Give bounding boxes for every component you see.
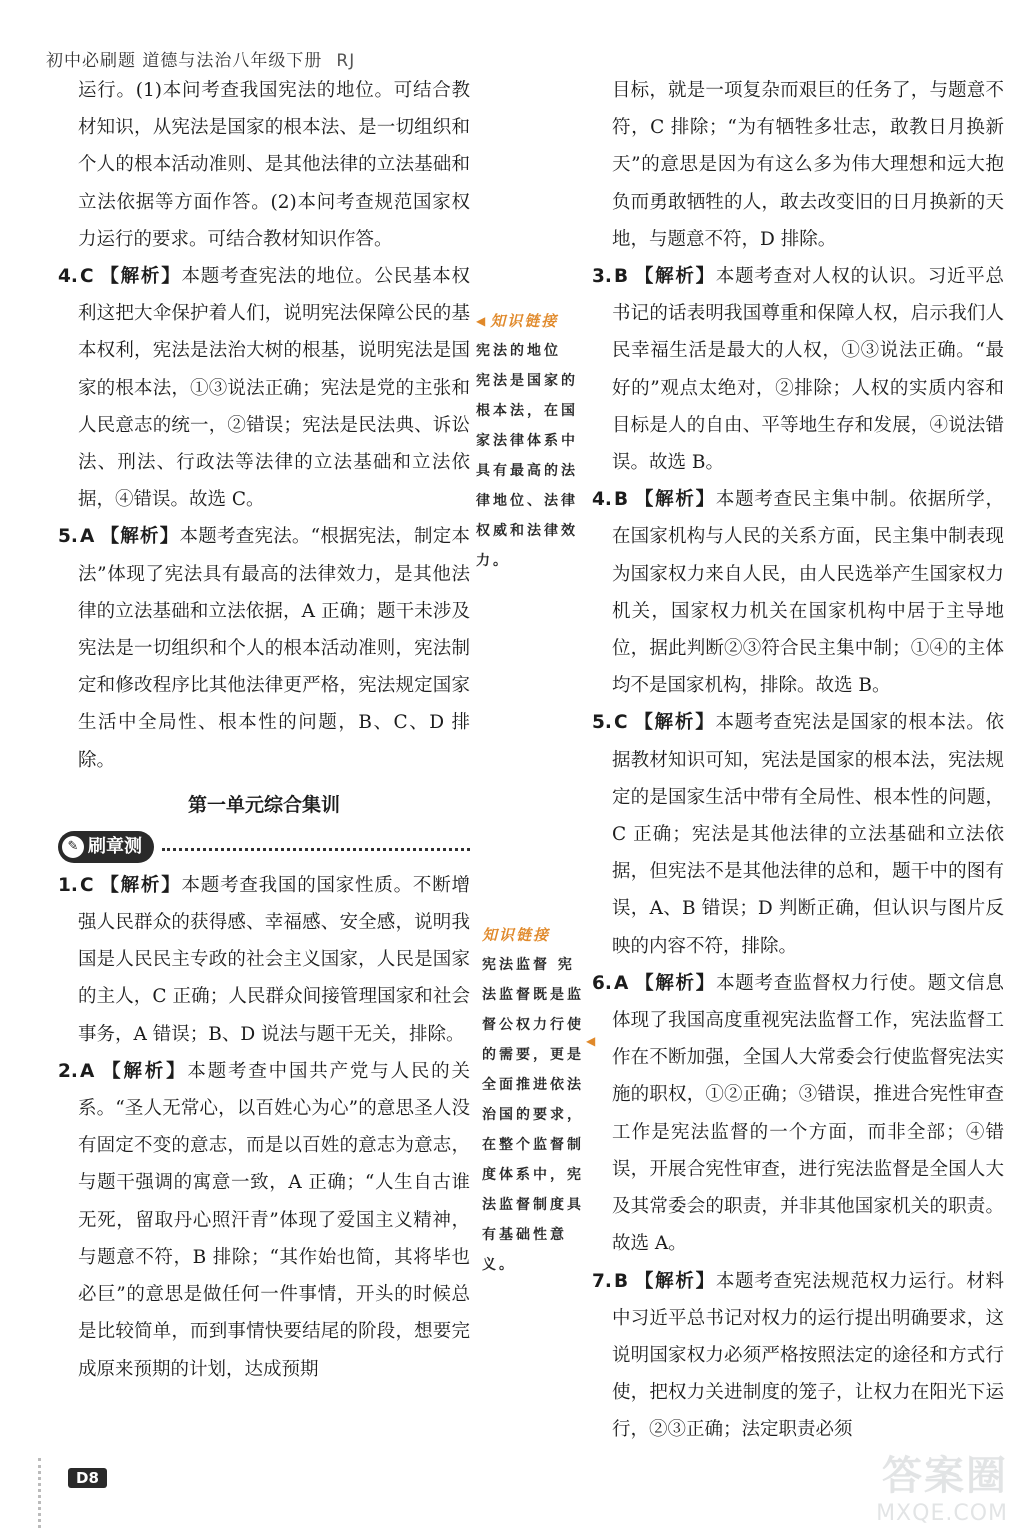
knowledge-link-text: 宪法的地位 宪法是国家的根本法，在国家法律体系中具有最高的法律地位、法律权威和法律效力。 xyxy=(476,343,578,569)
item-number: 2. xyxy=(58,1060,78,1082)
watermark-logo xyxy=(818,1444,1008,1532)
item-answer: A xyxy=(80,1060,95,1082)
analysis-tag: 【解析】 xyxy=(100,1060,188,1082)
item-text: 本题考查宪法。“根据宪法，制定本法”体现了宪法具有最高的法律效力，是其他法律的立法基础和立法依据，A 正确；题干未涉及宪法是一切组织和个人的根本活动准则，宪法制定和修改程序比其他法律更严格，宪法规定国家生活中全局性、根本性的问题，B、C、D 排除。 xyxy=(78,526,470,771)
item-text: 本题考查宪法规范权力运行。材料中习近平总书记对权力的运行提出明确要求，这说明国家权力必须严格按照法定的途径和方式行使，把权力关进制度的笼子，让权力在阳光下运行，②③正确；法定职责必须 xyxy=(612,1270,1004,1441)
header-title: 初中必刷题 道德与法治八年级下册 xyxy=(46,51,323,71)
answer-item xyxy=(592,258,1004,481)
badge-label: 刷章测 xyxy=(88,836,142,858)
chapter-test-banner xyxy=(58,827,470,867)
header-edition: RJ xyxy=(336,51,356,71)
answer-item xyxy=(592,965,1004,1263)
analysis-tag: 【解析】 xyxy=(99,266,182,288)
knowledge-link-title xyxy=(482,920,590,950)
answer-item xyxy=(592,481,1004,704)
dotted-divider xyxy=(162,848,470,851)
answer-item xyxy=(58,867,470,1053)
item-number: 4. xyxy=(592,489,612,511)
item-text: 本题考查民主集中制。依据所学，在国家机构与人民的关系方面，民主集中制表现为国家权力来自人民，由人民选举产生国家权力机关，国家权力机关在国家机构中居于主导地位，据此判断②③符合民主集中制；①④的主体均不是国家机构，排除。故选 B。 xyxy=(612,489,1004,697)
item-text: 本题考查中国共产党与人民的关系。“圣人无常心，以百姓心为心”的意思圣人没有固定不变的意志，而是以百姓的意志为意志，与题干强调的寓意一致，A 正确；“人生自古谁无死，留取丹心照汗青”体现了爱国主义精神，与题意不符，B 排除；“其作始也简，其将毕也必巨”的意思是做任何一件事情，开头的时候总是比较简单，而到事情快要结尾的阶段，想要完成原来预期的计划，达成预期 xyxy=(78,1060,470,1380)
answer-item xyxy=(592,704,1004,964)
item-number: 7. xyxy=(592,1270,612,1292)
item-answer: C xyxy=(80,874,94,896)
item-text: 本题考查对人权的认识。习近平总书记的话表明我国尊重和保障人权，启示我们人民幸福生活是最大的人权，①③说法正确。“最好的”观点太绝对，②排除；人权的实质内容和目标是人的自由、平等地生存和发展，④说法错误。故选 B。 xyxy=(612,266,1004,474)
left-column xyxy=(58,72,470,1388)
analysis-tag: 【解析】 xyxy=(634,972,717,994)
answer-item xyxy=(58,1053,470,1388)
watermark-text: 答案圈 xyxy=(882,1453,1008,1499)
answer-item xyxy=(592,1263,1004,1449)
item-number: 3. xyxy=(592,266,612,288)
item-text: 本题考查宪法是国家的根本法。依据教材知识可知，宪法是国家的根本法，宪法规定的是国家生活中带有全局性、根本性的问题，C 正确；宪法是其他法律的立法基础和立法依据，但宪法不是其他法律的总和，题干中的图有误，A、B 错误；D 判断正确，但认识与图片反映的内容不符，排除。 xyxy=(612,712,1004,957)
arrow-right-icon: ◀ xyxy=(586,1034,596,1048)
page-header xyxy=(46,46,355,71)
item-number: 4. xyxy=(58,266,78,288)
item-text: 本题考查我国的国家性质。不断增强人民群众的获得感、幸福感、安全感，说明我国是人民民主专政的社会主义国家，人民是国家的主人，C 正确；人民群众间接管理国家和社会事务，A 错误；B、D 说法与题干无关，排除。 xyxy=(78,874,470,1045)
footer-dotted-line xyxy=(38,1458,44,1528)
answer-item xyxy=(58,258,470,518)
item-answer: A xyxy=(80,526,95,548)
item-number: 6. xyxy=(592,972,612,994)
item-answer: A xyxy=(614,972,629,994)
analysis-tag: 【解析】 xyxy=(634,1270,716,1292)
brush-icon: ✎ xyxy=(62,836,84,858)
item-number: 5. xyxy=(592,712,612,734)
item-text: 本题考查宪法的地位。公民基本权利这把大伞保护着人们，说明宪法保障公民的基本权利，宪法是法治大树的根基，说明宪法是国家的根本法，①③说法正确；宪法是党的主张和人民意志的统一，②错误；宪法是民法典、诉讼法、刑法、行政法等法律的立法基础和立法依据，④错误。故选 C。 xyxy=(78,266,470,511)
right-column xyxy=(592,72,1004,1449)
item-answer: B xyxy=(614,266,629,288)
analysis-tag: 【解析】 xyxy=(99,874,182,896)
arrow-left-icon: ◀ xyxy=(476,314,488,328)
knowledge-link-title xyxy=(476,306,584,336)
section-title: 第一单元综合集训 xyxy=(187,793,340,816)
analysis-tag: 【解析】 xyxy=(633,712,716,734)
knowledge-link-text: 宪法监督 宪法监督既是监督公权力行使的需要，更是全面推进依法治国的要求，在整个监督制度体系中，宪法监督制度具有基础性意义。 xyxy=(482,957,584,1273)
knowledge-link-label: 知识链接 xyxy=(482,926,551,944)
analysis-tag: 【解析】 xyxy=(100,526,180,548)
answer-item xyxy=(58,518,470,778)
item-answer: B xyxy=(614,1270,629,1292)
item-number: 5. xyxy=(58,526,78,548)
item-answer: C xyxy=(614,712,628,734)
watermark-url: MXQE.COM xyxy=(876,1501,1008,1526)
page-number: D8 xyxy=(68,1468,107,1488)
chapter-test-badge xyxy=(58,831,154,863)
continuation-text: 目标，就是一项复杂而艰巨的任务了，与题意不符，C 排除；“为有牺牲多壮志，敢教日月换新天”的意思是因为有这么多为伟大理想和远大抱负而勇敢牺牲的人，敢去改变旧的日月换新的天地，与题意不符，D 排除。 xyxy=(612,80,1004,250)
knowledge-link-box-1 xyxy=(476,306,584,576)
knowledge-link-label: 知识链接 xyxy=(490,312,559,330)
analysis-tag: 【解析】 xyxy=(634,266,716,288)
analysis-tag: 【解析】 xyxy=(634,489,716,511)
item-answer: B xyxy=(614,489,629,511)
item-text: 本题考查监督权力行使。题文信息体现了我国高度重视宪法监督工作，宪法监督工作在不断加强，全国人大常委会行使监督宪法实施的职权，①②正确；③错误，推进合宪性审查工作是宪法监督的一个方面，而非全部；④错误，开展合宪性审查，进行宪法监督是全国人大及其常委会的职责，并非其他国家机关的职责。故选 A。 xyxy=(612,972,1004,1255)
knowledge-link-box-2 xyxy=(482,920,590,1280)
continuation-text: 运行。(1)本问考查我国宪法的地位。可结合教材知识，从宪法是国家的根本法、是一切组织和个人的根本活动准则、是其他法律的立法基础和立法依据等方面作答。(2)本问考查规范国家权力运行的要求。可结合教材知识作答。 xyxy=(78,80,470,250)
item-number: 1. xyxy=(58,874,78,896)
item-answer: C xyxy=(80,266,94,288)
